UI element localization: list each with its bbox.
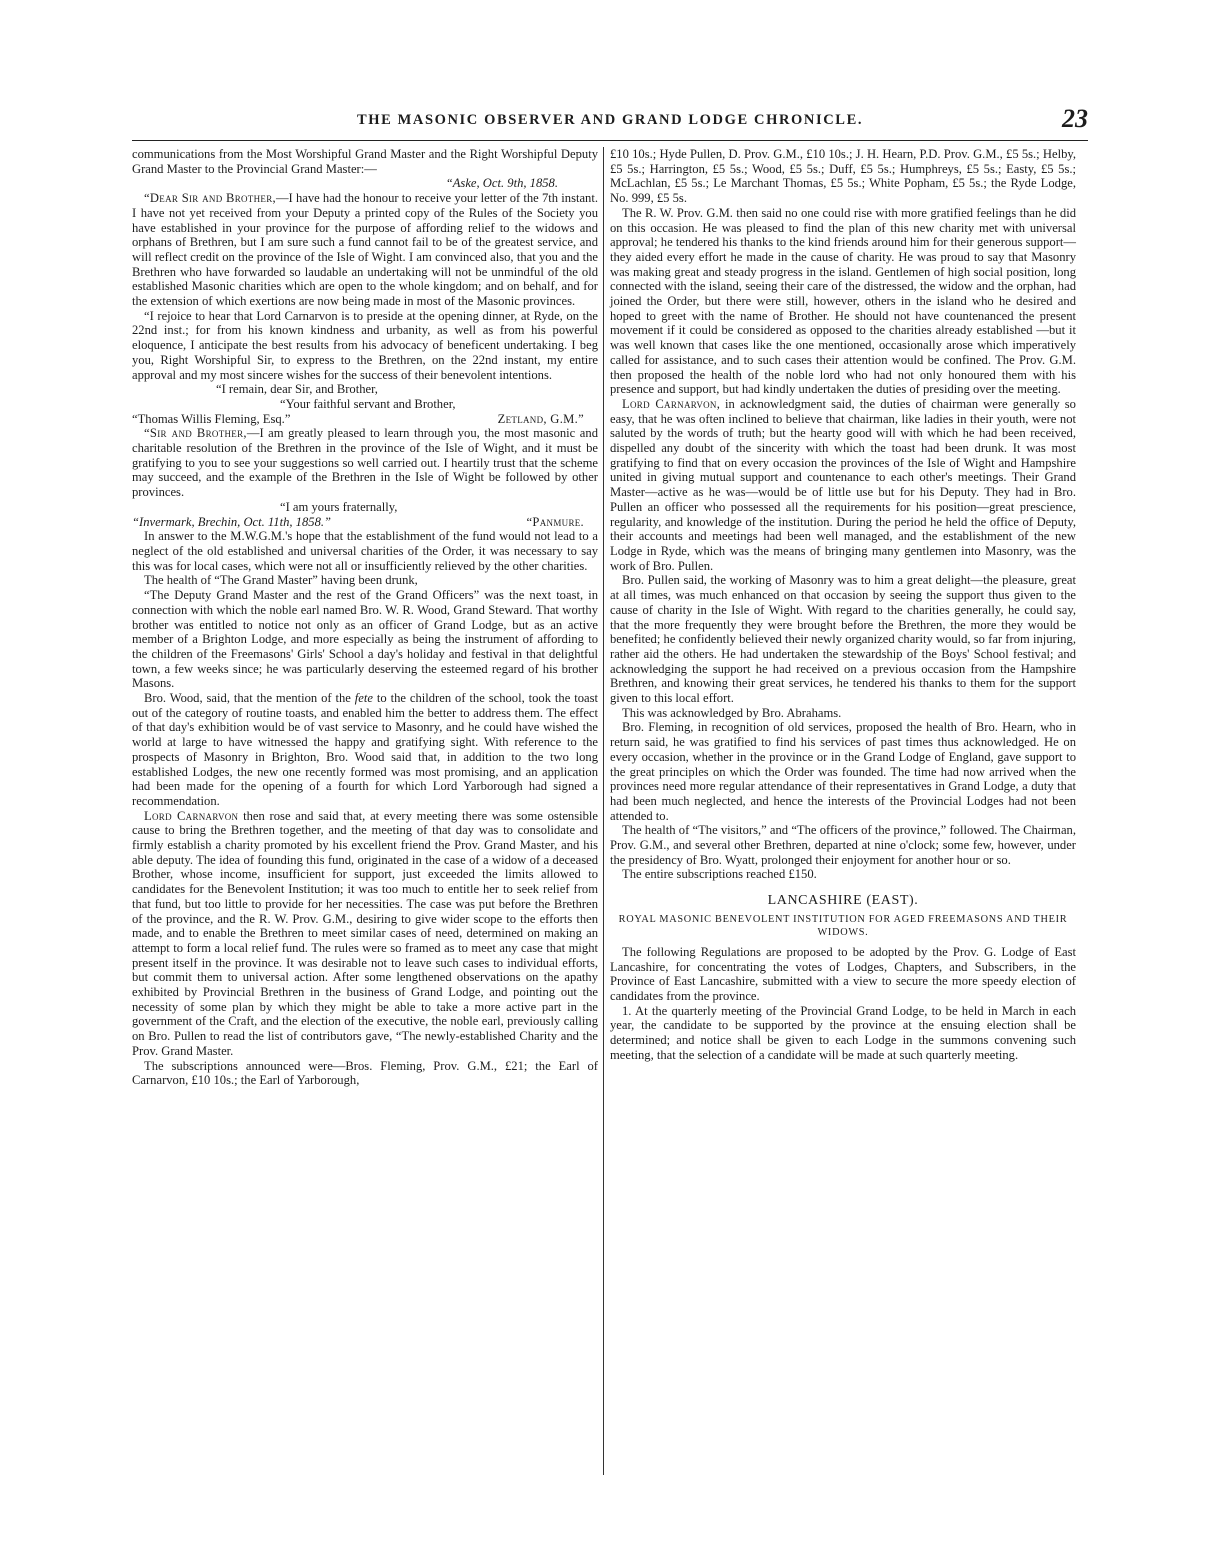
column-divider	[603, 147, 604, 1475]
letter2-body-1: —I am greatly pleased to learn through you, the most masonic and charitable resolution of the Brethren in the province of the Isle of Wight, and it must be gratifying to you to see your suggestions so well carried out. I heartily trust that the scheme may succeed, and the example of the Brethren in the Isle of Wight be followed by other provinces.	[132, 426, 598, 500]
paragraph-total: The entire subscriptions reached £150.	[622, 867, 817, 882]
wood-fete: fete	[354, 691, 373, 706]
letter1-close-1: “I remain, dear Sir, and Brother,	[216, 382, 378, 397]
letter2-signature-line	[132, 515, 598, 530]
wood-text-b: to the children of the school, took the toast out of the category of routine toasts, and enabled him the better to address them. The effect of that day's exhibition would be of vast service to Masonry, and he could have wished the world at large to have witnessed the happy and gratifying sight. With reference to the prospects of Masonry in Brighton, Bro. Wood said that, in addition to the two long established Lodges, the new one recently formed was most promising, and an application had been made for the opening of a fourth for which Lord Yarborough had signed a recommendation.	[132, 691, 598, 808]
paragraph-wood	[132, 691, 598, 809]
paragraph-intro: communications from the Most Worshipful Grand Master and the Right Worshipful Deputy Grand Master to the Provincial Grand Master:—	[132, 147, 598, 176]
letter1-paragraph-2: “I rejoice to hear that Lord Carnarvon is to preside at the opening dinner, at Ryde, on the 22nd inst.; for from his known kindness and urbanity, as well as from his powerful eloquence, I anticipate the best results from his advocacy of beneficent undertaking. I beg you, Right Worshipful Sir, to express to the Brethren, on the 22nd instant, my entire approval and my most sincere wishes for the success of their benevolent intentions.	[132, 308, 598, 382]
carnarvon-name: Lord Carnarvon	[144, 808, 239, 823]
letter2-signature: “Panmure.	[526, 514, 584, 529]
paragraph-deputy-toast: “The Deputy Grand Master and the rest of the Grand Officers” was the next toast, in connection with which the noble earl named Bro. W. R. Wood, Grand Steward. That worthy brother was entitled to notice not only as an officer of Grand Lodge, but as an active member of a Brighton Lodge, and more especially as being the instrument of affording to the children of the Freemasons' Girls' School a day's holiday and festival in that delightful town, a few weeks since; he was particularly deserving the esteemed regard of his brother Masons.	[132, 588, 598, 691]
letter2-salutation: “Sir and Brother,	[144, 426, 247, 441]
letter2-paragraph-1	[132, 426, 598, 500]
letter1-addressee: “Thomas Willis Fleming, Esq.”	[132, 411, 291, 426]
paragraph-rule-1: 1. At the quarterly meeting of the Provincial Grand Lodge, to be held in March in each year, the candidate to be supported by the province at the ensuing election shall be determined; and notice shall be given to each Lodge in the summons convening such meeting, that the selection of a candidate will be made at such quarterly meeting.	[610, 1003, 1076, 1062]
paragraph-abrahams: This was acknowledged by Bro. Abrahams.	[622, 705, 842, 720]
paragraph-answer: In answer to the M.W.G.M.'s hope that the establishment of the fund would not lead to a neglect of the old established and universal charities of the Order, it was necessary to say this was for local cases, which were not all or insufficiently relieved by the other charities.	[132, 529, 598, 573]
carnarvon-reply-text: , in acknowledgment said, the duties of chairman were generally so easy, that he was often inclined to believe that chairman, like ladies in their youth, were not saluted by the words of truth; but the hearty good will with which he had been received, dispelled any doubt of the sincerity with which the toast had been drunk. It was most gratifying to find that on every occasion the provinces of the Isle of Wight and Hampshire united in giving mutual support and countenance to each other's meetings. Their Grand Master—active as he was—would be of little use but for his Deputy. They had in Bro. Pullen an officer who possessed all the requirements for his position—great prescience, regularity, and knowledge of the institution. During the period he held the office of Deputy, their accounts and meetings had been well managed, and the establishment of the new Lodge in Ryde, which was the means of bringing many gentlemen into Masonry, was the work of Bro. Pullen.	[610, 396, 1076, 573]
right-column	[610, 147, 1076, 1062]
subheading-institution: ROYAL MASONIC BENEVOLENT INSTITUTION FOR AGED FREEMASONS AND THEIR WIDOWS.	[618, 913, 1068, 939]
page-number: 23	[1062, 104, 1088, 133]
running-head	[132, 104, 1088, 141]
letter1-signature: Zetland, G.M.”	[497, 411, 584, 426]
paragraph-pullen: Bro. Pullen said, the working of Masonry was to him a great delight—the pleasure, great at all times, was much enhanced on that occasion by seeing the support thus given to the cause of charity in the Isle of Wight. With regard to the charities generally, he could say, that the more frequently they were brought before the Brethren, the more they would be benefited; he confidently believed their newly organized charity would, so far from injuring, rather aid the others. He had undertaken the stewardship of the Boys' School festival; and acknowledging the support he had received on a previous occasion from the Hampshire Brethren, and knowing their great services, he tendered his thanks to them for the support given to this local effort.	[610, 573, 1076, 706]
letter1-paragraph-1	[132, 191, 598, 309]
paragraph-regulations: The following Regulations are proposed to be adopted by the Prov. G. Lodge of East Lancashire, for concentrating the votes of Lodges, Chapters, and Subscribers, in the Province of East Lancashire, submitted with a view to secure the more speedy election of candidates from the province.	[610, 944, 1076, 1003]
letter1-dateline: “Aske, Oct. 9th, 1858.	[445, 176, 558, 191]
wood-text-a: Bro. Wood, said, that the mention of the	[144, 691, 355, 706]
letter1-signature-line	[132, 412, 598, 427]
paragraph-carnarvon-reply	[610, 397, 1076, 573]
paragraph-visitors: The health of “The visitors,” and “The officers of the province,” followed. The Chairman, Prov. G.M., and several other Brethren, departed at nine o'clock; some few, however, under the presidency of Bro. Wyatt, prolonged their enjoyment for another hour or so.	[610, 823, 1076, 867]
carnarvon-name-2: Lord Carnarvon	[622, 396, 717, 411]
letter2-close: “I am yours fraternally,	[280, 499, 398, 514]
carnarvon-speech-text: then rose and said that, at every meeting there was some ostensible cause to bring the Brethren together, and the meeting of that day was to consolidate and firmly establish a charity promoted by his excellent friend the Prov. Grand Master, and his able deputy. The idea of founding this fund, originated in the case of a widow of a deceased Brother, whose income, insufficient for support, just exceeded the limits allowed to candidates for the Benevolent Institution; it was too much to entitle her to seek relief from that fund, but too little to provide for her necessities. The case was put before the Brethren of the province, and the R. W. Prov. G.M., desiring to give wider scope to the efforts then made, and to enable the Brethren to meet similar cases of need, determined on making an attempt to form a local relief fund. The rules were so framed as to meet any case that might present itself in the province. It was desirable not to leave such cases to individual efforts, but commit them to universal action. After some lengthened observations on the apathy exhibited by Provincial Brethren in the business of Grand Lodge, and pointing out the necessity of some plan by which they might be able to take a more active part in the government of the Craft, and the election of the executive, the noble earl, previously calling on Bro. Pullen to read the list of contributors gave, “The newly-established Charity and the Prov. Grand Master.	[132, 808, 598, 1058]
paragraph-fleming: Bro. Fleming, in recognition of old services, proposed the health of Bro. Hearn, who in return said, he was gratified to find his services of past times thus acknowledged. He on every occasion, whether in the province or in the Grand Lodge of England, gave support to the great principles on which the Order was founded. The time had now arrived when the provinces need more regular attendance of their representatives in Grand Lodge, a duty that had been much neglected, and hence the interests of the Provincial Lodges had not been attended to.	[610, 720, 1076, 823]
letter2-dateline: “Invermark, Brechin, Oct. 11th, 1858.”	[132, 514, 332, 529]
paragraph-subscriptions-cont: £10 10s.; Hyde Pullen, D. Prov. G.M., £10 10s.; J. H. Hearn, P.D. Prov. G.M., £5 5s.; Helby, £5 5s.; Harrington, £5 5s.; Wood, £5 5s.; Duff, £5 5s.; Humphreys, £5 5s.; Easty, £5 5s.; McLachlan, £5 5s.; Le Marchant Thomas, £5 5s.; White Popham, £5 5s.; the Ryde Lodge, No. 999, £5 5s.	[610, 147, 1076, 206]
running-title: THE MASONIC OBSERVER AND GRAND LODGE CHRONICLE.	[356, 112, 864, 128]
paragraph-health: The health of “The Grand Master” having been drunk,	[144, 573, 418, 588]
letter1-body-1: —I have had the honour to receive your letter of the 7th instant. I have not yet received from your Deputy a printed copy of the Rules of the Society you have established in your province for the purpose of affording relief to the widows and orphans of Brethren, but I am sure such a fund cannot fail to be of the greatest service, and will reflect credit on the province of the Isle of Wight. I am convinced also, that you and the Brethren who have forwarded so laudable an undertaking will not be unmindful of the old established Masonic charities which are open to the whole kingdom; and on behalf, and for the extension of which exertions are now being made in most of the Masonic provinces.	[132, 191, 599, 309]
section-heading-lancashire: LANCASHIRE (EAST).	[767, 893, 919, 909]
paragraph-subscriptions: The subscriptions announced were—Bros. Fleming, Prov. G.M., £21; the Earl of Carnarvon, £10 10s.; the Earl of Yarborough,	[132, 1058, 598, 1088]
paragraph-carnarvon-speech	[132, 809, 598, 1059]
letter1-salutation: “Dear Sir and Brother,	[144, 191, 276, 206]
left-column	[132, 147, 598, 1088]
letter1-close-2: “Your faithful servant and Brother,	[280, 396, 456, 411]
paragraph-rw-prov-gm: The R. W. Prov. G.M. then said no one could rise with more gratified feelings than he did on this occasion. He was pleased to find the plan of this new charity met with universal approval; he tendered his thanks to the kind friends around him for their generous support—they aided every effort he made in the cause of charity. He was proud to say that Masonry was making great and steady progress in the island. Gentlemen of high social position, long connected with the island, seeing their care of the distressed, the widow and the orphan, had joined the Order, but there were still, however, others in the island who he desired and hoped to greet with the name of Brother. He should not have countenanced the present movement if it could be considered as opposed to the charities already established —but it was well known that cases like the one mentioned, occasionally arose which imperatively called for assistance, and to such cases their attention would be confined. The Prov. G.M. then proposed the health of the noble lord who had not only honoured them with his presence and support, but had kindly undertaken the duties of presiding over the meeting.	[610, 205, 1076, 397]
